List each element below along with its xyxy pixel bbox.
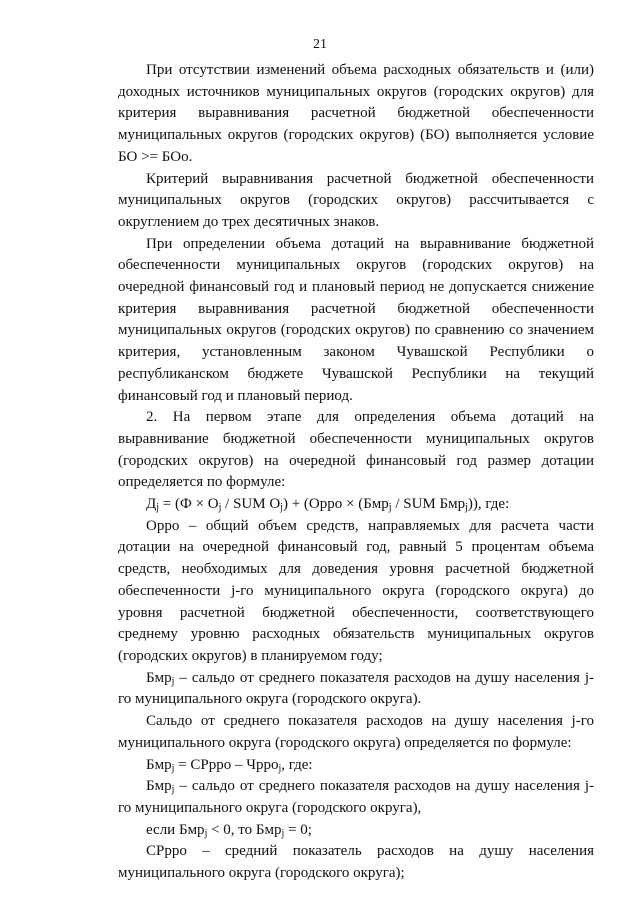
subscript-index: j bbox=[465, 502, 468, 514]
text-segment: / SUM О bbox=[221, 496, 281, 513]
text-segment: Д bbox=[146, 496, 157, 513]
subscript-index: j bbox=[278, 762, 282, 774]
text-segment: если Бмр bbox=[146, 821, 205, 838]
text-segment: – сальдо от среднего показателя расходов на душу населения j-го муниципального округа (городского округа), bbox=[118, 778, 594, 816]
subscript-index: j bbox=[218, 502, 222, 514]
paragraph-8 bbox=[118, 711, 594, 754]
text-segment: ) + (Орро × (Бмр bbox=[282, 496, 389, 513]
text-segment: 2. На первом этапе для определения объема дотаций на выравнивание бюджетной обеспеченности муниципальных округов (городских округов) на очередной финансовый год размер дотации определяется по формуле: bbox=[118, 409, 594, 491]
paragraph-10 bbox=[118, 776, 594, 819]
paragraph-4 bbox=[118, 407, 594, 494]
text-segment: Орро – общий объем средств, направляемых для расчета части дотации на очередной финансовый год, равный 5 процентам объема средств, необходимых для доведения уровня расчетной бюджетной обеспеченности j-го муниципального округа (городского округа) до уровня расчетной бюджетной обеспеченности, соответствующего среднему уровню расходных обязательств муниципальных округов (городских округов) в планируемом году; bbox=[118, 517, 594, 664]
paragraph-7 bbox=[118, 668, 594, 711]
subscript-index: j bbox=[388, 502, 392, 514]
subscript-index: j bbox=[280, 502, 283, 514]
text-segment: < 0, то Бмр bbox=[207, 821, 282, 838]
text-segment: = (Ф × О bbox=[159, 496, 219, 513]
text-segment: – сальдо от среднего показателя расходов на душу населения j-го муниципального округа (городского округа). bbox=[118, 669, 594, 708]
paragraph-12 bbox=[118, 841, 594, 884]
text-segment: = 0; bbox=[284, 821, 312, 838]
page-number: 21 bbox=[313, 37, 327, 52]
text-segment: СРрро – средний показатель расходов на душу населения муниципального округа (городского округа); bbox=[118, 843, 594, 882]
paragraph-3 bbox=[118, 234, 594, 408]
subscript-index: j bbox=[171, 675, 175, 687]
text-segment: Бмр bbox=[146, 669, 172, 686]
paragraph-5 bbox=[118, 494, 594, 516]
text-segment: Критерий выравнивания расчетной бюджетной обеспеченности муниципальных округов (городских округов) рассчитывается с округлением до трех десятичных знаков. bbox=[118, 170, 594, 230]
text-segment: При определении объема дотаций на выравнивание бюджетной обеспеченности муниципальных округов (городских округов) на очередной финансовый год и плановый период не допускается снижение критерия выравнивания расчетной бюджетной обеспеченности муниципальных округов (городских округов) по сравнению со значением критерия, установленным законом Чувашской Республики о республиканском бюджете Чувашской Республики на текущий финансовый год и плановый период. bbox=[118, 235, 594, 404]
text-segment: / SUM Бмр bbox=[391, 496, 466, 513]
text-segment: Сальдо от среднего показателя расходов на душу населения j-го муниципального округа (городского округа) определяется по формуле: bbox=[118, 713, 594, 751]
subscript-index: j bbox=[171, 784, 175, 796]
document-body bbox=[118, 60, 594, 885]
text-segment: Бмр bbox=[146, 778, 172, 795]
text-segment: При отсутствии изменений объема расходных обязательств и (или) доходных источников муниципальных округов (городских округов) для критерия выравнивания расчетной бюджетной обеспеченности муниципальных округов (городских округов) (БО) выполняется условие БО >= БОо. bbox=[118, 62, 594, 165]
text-segment: )), где: bbox=[467, 496, 510, 513]
paragraph-2 bbox=[118, 169, 594, 234]
paragraph-6 bbox=[118, 516, 594, 668]
subscript-index: j bbox=[204, 827, 208, 839]
text-segment: , где: bbox=[281, 756, 313, 773]
paragraph-1 bbox=[118, 60, 594, 169]
paragraph-9 bbox=[118, 755, 594, 777]
subscript-index: j bbox=[281, 827, 285, 839]
text-segment: Бмр bbox=[146, 756, 172, 773]
paragraph-11 bbox=[118, 820, 594, 842]
text-segment: = СРрро – Чрро bbox=[174, 756, 279, 773]
subscript-index: j bbox=[171, 762, 175, 774]
subscript-index: j bbox=[156, 502, 160, 514]
